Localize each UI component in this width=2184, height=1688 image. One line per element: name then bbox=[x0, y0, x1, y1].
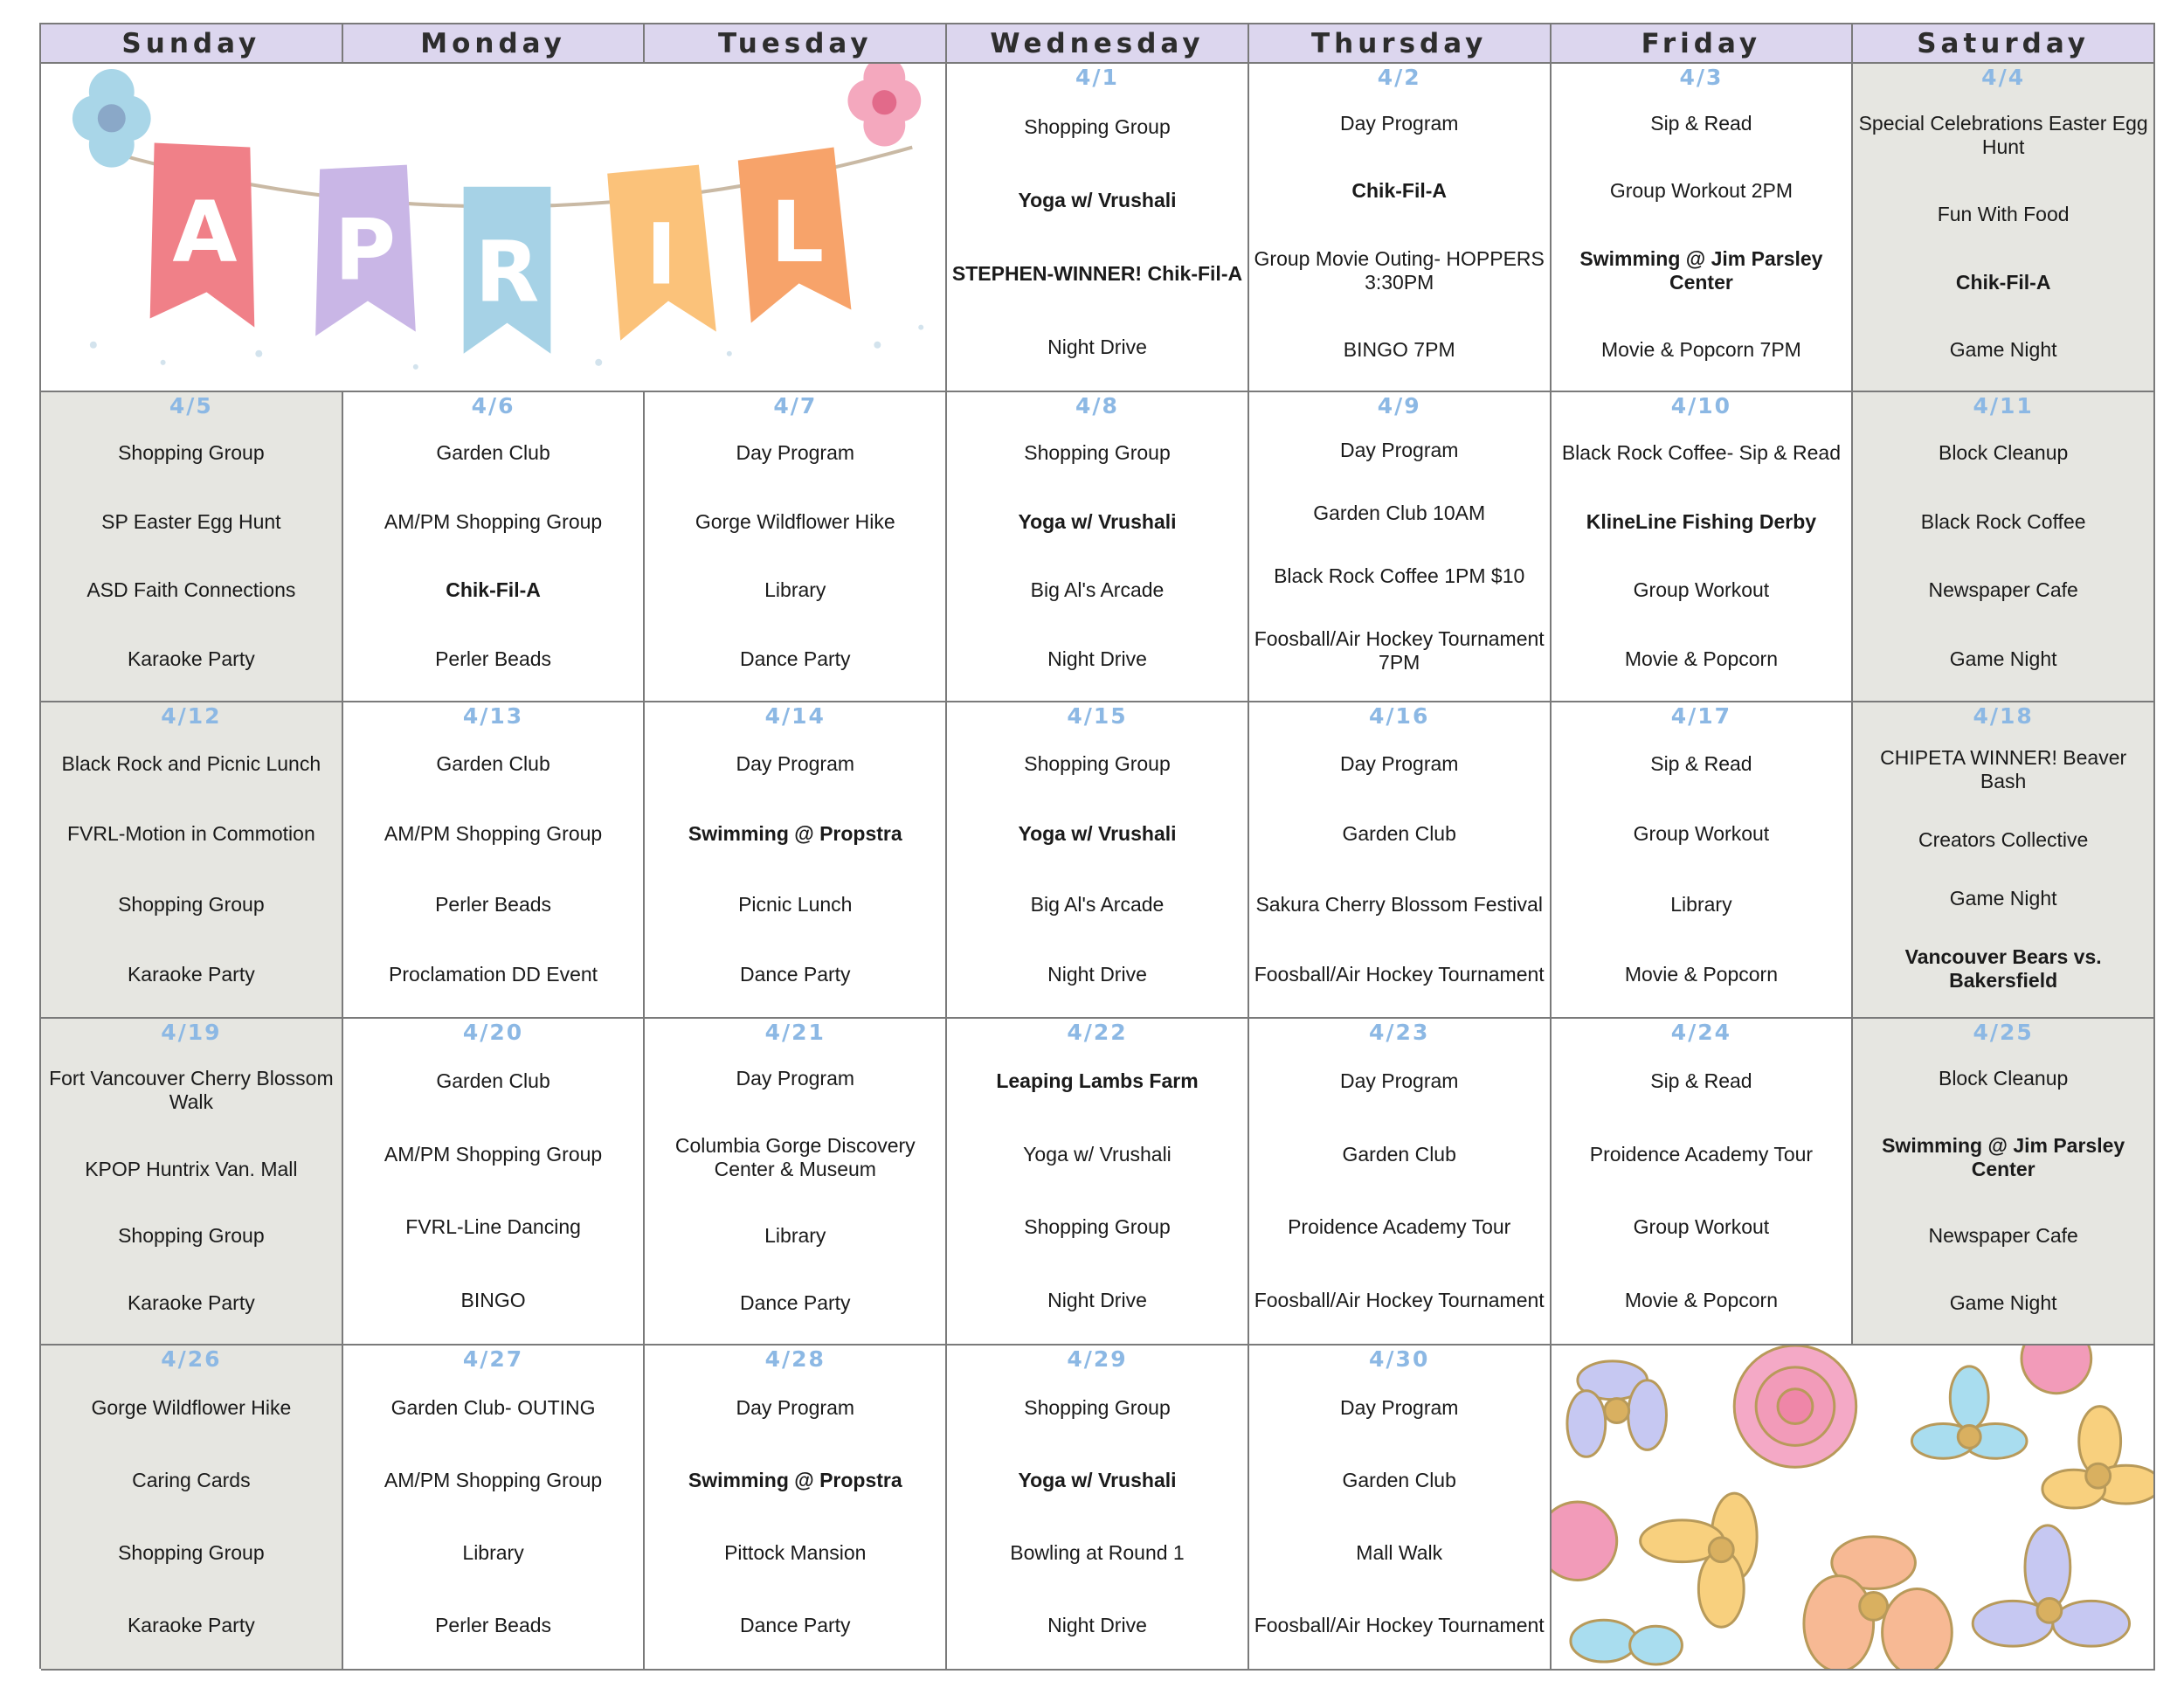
event-item: Garden Club bbox=[436, 1069, 550, 1093]
event-list bbox=[45, 419, 338, 694]
day-date: 4/29 bbox=[1067, 1346, 1128, 1372]
event-item: KlineLine Fishing Derby bbox=[1586, 509, 1817, 533]
day-date: 4/15 bbox=[1067, 703, 1128, 729]
event-item: Perler Beads bbox=[435, 647, 552, 671]
event-item: Movie & Popcorn bbox=[1624, 963, 1778, 986]
event-item: Shopping Group bbox=[1024, 1396, 1171, 1419]
event-item: Day Program bbox=[736, 751, 855, 775]
day-cell-4-29 bbox=[947, 1346, 1249, 1671]
day-cell-4-9 bbox=[1249, 392, 1552, 702]
flower-yellow-middle-icon bbox=[1640, 1493, 1757, 1627]
event-item: Foosball/Air Hockey Tournament 7PM bbox=[1254, 626, 1545, 674]
event-item: Day Program bbox=[1339, 112, 1459, 135]
day-date: 4/19 bbox=[161, 1020, 222, 1045]
flowers-illustration bbox=[1552, 1346, 2153, 1669]
day-date: 4/7 bbox=[773, 393, 818, 419]
event-item: Group Workout bbox=[1633, 822, 1770, 846]
event-item: Creators Collective bbox=[1918, 828, 2089, 851]
event-item: AM/PM Shopping Group bbox=[384, 509, 603, 533]
banner-illustration bbox=[41, 64, 945, 391]
day-cell-4-13 bbox=[343, 702, 646, 1019]
event-list bbox=[1253, 729, 1546, 1010]
day-cell-4-2 bbox=[1249, 64, 1552, 392]
day-cell-4-7 bbox=[645, 392, 947, 702]
event-item: Night Drive bbox=[1047, 1288, 1147, 1311]
day-date: 4/30 bbox=[1369, 1346, 1430, 1372]
event-item: Perler Beads bbox=[435, 892, 552, 916]
day-cell-4-30 bbox=[1249, 1346, 1552, 1671]
event-list bbox=[1856, 729, 2150, 1010]
day-cell-4-12 bbox=[41, 702, 343, 1019]
event-item: SP Easter Egg Hunt bbox=[101, 509, 281, 533]
day-date: 4/10 bbox=[1670, 393, 1732, 419]
event-item: Bowling at Round 1 bbox=[1010, 1541, 1185, 1564]
event-list bbox=[1555, 729, 1849, 1010]
event-item: Night Drive bbox=[1047, 1614, 1147, 1636]
event-item: Swimming @ Jim Parsley Center bbox=[1882, 1133, 2125, 1180]
event-item: Foosball/Air Hockey Tournament bbox=[1254, 1614, 1545, 1636]
event-item: Day Program bbox=[1339, 438, 1459, 461]
day-date: 4/4 bbox=[1981, 65, 2026, 90]
event-list bbox=[347, 419, 640, 694]
event-item: Big Al's Arcade bbox=[1030, 892, 1165, 916]
event-item: Karaoke Party bbox=[127, 1614, 255, 1636]
event-item: Day Program bbox=[736, 1396, 855, 1419]
event-list bbox=[950, 729, 1244, 1010]
event-item: Swimming @ Propstra bbox=[688, 822, 902, 846]
day-date: 4/11 bbox=[1973, 393, 2034, 419]
day-cell-4-6 bbox=[343, 392, 646, 702]
day-date: 4/17 bbox=[1670, 703, 1732, 729]
day-date: 4/1 bbox=[1075, 65, 1119, 90]
event-list bbox=[1856, 1045, 2150, 1337]
day-cell-4-4 bbox=[1853, 64, 2155, 392]
event-list bbox=[1555, 90, 1849, 384]
event-item: Black Rock Coffee bbox=[1920, 509, 2086, 533]
event-item: Fort Vancouver Cherry Blossom Walk bbox=[49, 1066, 334, 1113]
day-cell-4-24 bbox=[1552, 1019, 1854, 1346]
event-item: Black Rock Coffee- Sip & Read bbox=[1561, 440, 1841, 464]
day-date: 4/13 bbox=[462, 703, 524, 729]
event-item: STEPHEN-WINNER! Chik-Fil-A bbox=[951, 261, 1243, 285]
event-item: Fun With Food bbox=[1937, 203, 2070, 226]
event-item: Movie & Popcorn bbox=[1624, 1288, 1778, 1311]
event-item: Yoga w/ Vrushali bbox=[1023, 1142, 1171, 1166]
banner-letter-l: L bbox=[771, 183, 825, 282]
event-item: AM/PM Shopping Group bbox=[384, 1469, 603, 1491]
event-item: Karaoke Party bbox=[127, 963, 255, 986]
event-item: Newspaper Cafe bbox=[1928, 1224, 2078, 1248]
event-list bbox=[1253, 1372, 1546, 1662]
flower-right-icon bbox=[847, 64, 921, 147]
day-date: 4/23 bbox=[1369, 1020, 1430, 1045]
day-cell-4-10 bbox=[1552, 392, 1854, 702]
event-item: KPOP Huntrix Van. Mall bbox=[85, 1157, 298, 1180]
event-item: Day Program bbox=[1339, 1069, 1459, 1093]
header-tuesday: Tuesday bbox=[645, 24, 947, 64]
event-item: Vancouver Bears vs. Bakersfield bbox=[1904, 945, 2102, 992]
event-list bbox=[347, 729, 640, 1010]
event-list bbox=[45, 1045, 338, 1337]
event-item: Game Night bbox=[1949, 1291, 2057, 1315]
day-cell-4-16 bbox=[1249, 702, 1552, 1019]
header-monday: Monday bbox=[343, 24, 646, 64]
event-item: Game Night bbox=[1949, 887, 2057, 910]
event-item: Movie & Popcorn 7PM bbox=[1601, 337, 1801, 361]
event-list bbox=[45, 729, 338, 1010]
day-cell-4-25 bbox=[1853, 1019, 2155, 1346]
header-saturday: Saturday bbox=[1853, 24, 2155, 64]
flower-purple-icon bbox=[1566, 1361, 1666, 1456]
event-item: Dance Party bbox=[740, 963, 851, 986]
day-date: 4/3 bbox=[1679, 65, 1724, 90]
event-item: Newspaper Cafe bbox=[1928, 578, 2078, 602]
event-item: Proidence Academy Tour bbox=[1589, 1142, 1814, 1166]
event-item: Day Program bbox=[736, 1066, 855, 1090]
day-date: 4/28 bbox=[764, 1346, 826, 1372]
event-item: Leaping Lambs Farm bbox=[996, 1069, 1199, 1093]
event-item: Library bbox=[764, 1224, 826, 1248]
header-thursday: Thursday bbox=[1249, 24, 1552, 64]
day-cell-4-14 bbox=[645, 702, 947, 1019]
event-item: Karaoke Party bbox=[127, 647, 255, 671]
event-list bbox=[950, 1372, 1244, 1662]
flower-lavender-icon bbox=[1973, 1525, 2129, 1646]
event-item: Library bbox=[1670, 892, 1732, 916]
event-item: Black Rock and Picnic Lunch bbox=[61, 751, 321, 775]
event-item: Picnic Lunch bbox=[738, 892, 853, 916]
event-item: ASD Faith Connections bbox=[86, 578, 296, 602]
day-cell-4-27 bbox=[343, 1346, 646, 1671]
event-item: Yoga w/ Vrushali bbox=[1018, 509, 1177, 533]
header-friday: Friday bbox=[1552, 24, 1854, 64]
flowers-decoration-image bbox=[1552, 1346, 2155, 1671]
event-list bbox=[950, 90, 1244, 384]
april-calendar-grid bbox=[39, 23, 2155, 1669]
event-item: Foosball/Air Hockey Tournament bbox=[1254, 1288, 1545, 1311]
flower-left-icon bbox=[73, 69, 151, 168]
event-item: Dance Party bbox=[740, 1291, 851, 1315]
banner-letter-i: I bbox=[646, 204, 677, 304]
event-item: Shopping Group bbox=[1024, 114, 1171, 138]
event-item: Caring Cards bbox=[132, 1469, 251, 1491]
event-item: Yoga w/ Vrushali bbox=[1018, 822, 1177, 846]
event-item: Columbia Gorge Discovery Center & Museum bbox=[674, 1133, 916, 1180]
day-cell-4-17 bbox=[1552, 702, 1854, 1019]
day-cell-4-19 bbox=[41, 1019, 343, 1346]
day-date: 4/20 bbox=[462, 1020, 524, 1045]
event-item: Sakura Cherry Blossom Festival bbox=[1255, 892, 1543, 916]
event-list bbox=[950, 1045, 1244, 1337]
day-cell-4-15 bbox=[947, 702, 1249, 1019]
event-item: Garden Club 10AM bbox=[1313, 501, 1486, 524]
day-date: 4/16 bbox=[1369, 703, 1430, 729]
flower-pink-rose-icon bbox=[1734, 1346, 1856, 1467]
event-item: Pittock Mansion bbox=[724, 1541, 867, 1564]
day-cell-4-28 bbox=[645, 1346, 947, 1671]
event-list bbox=[1856, 90, 2150, 384]
event-item: Swimming @ Jim Parsley Center bbox=[1579, 246, 1823, 294]
event-item: Chik-Fil-A bbox=[446, 578, 541, 602]
event-list bbox=[950, 419, 1244, 694]
event-list bbox=[648, 1372, 942, 1662]
event-item: Sip & Read bbox=[1650, 751, 1752, 775]
banner-letter-p: P bbox=[334, 200, 397, 300]
event-list bbox=[1856, 419, 2150, 694]
event-item: Sip & Read bbox=[1650, 1069, 1752, 1093]
day-date: 4/9 bbox=[1377, 393, 1421, 419]
day-date: 4/2 bbox=[1377, 65, 1421, 90]
day-cell-4-23 bbox=[1249, 1019, 1552, 1346]
event-item: Movie & Popcorn bbox=[1624, 647, 1778, 671]
day-cell-4-5 bbox=[41, 392, 343, 702]
event-item: Garden Club bbox=[1342, 1469, 1456, 1491]
day-date: 4/18 bbox=[1973, 703, 2034, 729]
event-item: Shopping Group bbox=[118, 440, 265, 464]
event-item: Yoga w/ Vrushali bbox=[1018, 1469, 1177, 1491]
day-date: 4/14 bbox=[764, 703, 826, 729]
header-sunday: Sunday bbox=[41, 24, 343, 64]
event-list bbox=[648, 419, 942, 694]
event-item: AM/PM Shopping Group bbox=[384, 1142, 603, 1166]
flower-yellow-icon bbox=[2042, 1407, 2153, 1508]
event-item: BINGO bbox=[460, 1288, 526, 1311]
event-item: Sip & Read bbox=[1650, 112, 1752, 135]
day-date: 4/8 bbox=[1075, 393, 1119, 419]
event-item: Gorge Wildflower Hike bbox=[91, 1396, 292, 1419]
event-list bbox=[1555, 1045, 1849, 1337]
event-item: Proidence Academy Tour bbox=[1288, 1215, 1511, 1239]
day-date: 4/24 bbox=[1670, 1020, 1732, 1045]
event-item: Garden Club bbox=[1342, 1142, 1456, 1166]
day-cell-4-26 bbox=[41, 1346, 343, 1671]
day-cell-4-20 bbox=[343, 1019, 646, 1346]
event-item: Night Drive bbox=[1047, 335, 1147, 358]
day-date: 4/12 bbox=[161, 703, 222, 729]
day-date: 4/6 bbox=[471, 393, 515, 419]
event-item: Shopping Group bbox=[118, 892, 265, 916]
day-cell-4-22 bbox=[947, 1019, 1249, 1346]
banner-letter-r: R bbox=[474, 223, 540, 322]
event-item: Game Night bbox=[1949, 337, 2057, 361]
event-item: Garden Club bbox=[436, 440, 550, 464]
event-item: Black Rock Coffee 1PM $10 bbox=[1274, 564, 1525, 587]
event-item: Dance Party bbox=[740, 647, 851, 671]
event-item: Karaoke Party bbox=[127, 1291, 255, 1315]
day-date: 4/21 bbox=[764, 1020, 826, 1045]
banner-letter-a: A bbox=[172, 183, 238, 282]
day-cell-4-21 bbox=[645, 1019, 947, 1346]
event-item: Night Drive bbox=[1047, 963, 1147, 986]
event-item: Garden Club- OUTING bbox=[390, 1396, 596, 1419]
event-item: Perler Beads bbox=[435, 1614, 552, 1636]
event-item: Swimming @ Propstra bbox=[688, 1469, 902, 1491]
event-item: BINGO 7PM bbox=[1343, 337, 1455, 361]
event-item: Group Movie Outing- HOPPERS 3:30PM bbox=[1254, 246, 1545, 294]
event-item: FVRL-Motion in Commotion bbox=[66, 822, 315, 846]
day-date: 4/25 bbox=[1973, 1020, 2034, 1045]
event-item: Day Program bbox=[1339, 1396, 1459, 1419]
day-cell-4-18 bbox=[1853, 702, 2155, 1019]
event-item: Dance Party bbox=[740, 1614, 851, 1636]
event-item: Group Workout bbox=[1633, 578, 1770, 602]
event-item: CHIPETA WINNER! Beaver Bash bbox=[1880, 746, 2127, 792]
event-list bbox=[1253, 419, 1546, 694]
event-item: Shopping Group bbox=[1024, 751, 1171, 775]
event-list bbox=[1555, 419, 1849, 694]
event-list bbox=[347, 1045, 640, 1337]
event-item: Gorge Wildflower Hike bbox=[695, 509, 895, 533]
event-list bbox=[347, 1372, 640, 1662]
event-item: Shopping Group bbox=[1024, 1215, 1171, 1239]
april-banner-image bbox=[41, 64, 947, 392]
event-item: Night Drive bbox=[1047, 647, 1147, 671]
day-cell-4-3 bbox=[1552, 64, 1854, 392]
event-item: Library bbox=[764, 578, 826, 602]
event-item: Block Cleanup bbox=[1938, 440, 2069, 464]
day-date: 4/27 bbox=[462, 1346, 524, 1372]
event-item: Big Al's Arcade bbox=[1030, 578, 1165, 602]
event-list bbox=[648, 729, 942, 1010]
day-date: 4/22 bbox=[1067, 1020, 1128, 1045]
day-cell-4-1 bbox=[947, 64, 1249, 392]
event-item: Chik-Fil-A bbox=[1955, 270, 2051, 294]
flower-blue-bottom-icon bbox=[1570, 1620, 1682, 1664]
event-list bbox=[45, 1372, 338, 1662]
event-list bbox=[648, 1045, 942, 1337]
event-list bbox=[1253, 90, 1546, 384]
flower-peach-icon bbox=[1803, 1537, 1951, 1669]
flower-blue-icon bbox=[1911, 1366, 2027, 1458]
day-cell-4-11 bbox=[1853, 392, 2155, 702]
event-item: Chik-Fil-A bbox=[1351, 179, 1447, 203]
header-wednesday: Wednesday bbox=[947, 24, 1249, 64]
event-list bbox=[1253, 1045, 1546, 1337]
event-item: Library bbox=[462, 1541, 524, 1564]
event-item: Yoga w/ Vrushali bbox=[1018, 188, 1177, 211]
event-item: Group Workout 2PM bbox=[1609, 179, 1794, 203]
event-item: Proclamation DD Event bbox=[389, 963, 598, 986]
event-item: FVRL-Line Dancing bbox=[405, 1215, 581, 1239]
event-item: Shopping Group bbox=[118, 1541, 265, 1564]
event-item: Game Night bbox=[1949, 647, 2057, 671]
day-date: 4/26 bbox=[161, 1346, 222, 1372]
event-item: Day Program bbox=[1339, 751, 1459, 775]
event-item: Garden Club bbox=[436, 751, 550, 775]
event-item: Mall Walk bbox=[1356, 1541, 1443, 1564]
event-item: Block Cleanup bbox=[1938, 1066, 2069, 1090]
event-item: Day Program bbox=[736, 440, 855, 464]
event-item: Group Workout bbox=[1633, 1215, 1770, 1239]
event-item: Shopping Group bbox=[1024, 440, 1171, 464]
event-item: Foosball/Air Hockey Tournament bbox=[1254, 963, 1545, 986]
event-item: Special Celebrations Easter Egg Hunt bbox=[1858, 112, 2148, 159]
event-item: Shopping Group bbox=[118, 1224, 265, 1248]
day-date: 4/5 bbox=[169, 393, 213, 419]
event-item: Garden Club bbox=[1342, 822, 1456, 846]
event-item: AM/PM Shopping Group bbox=[384, 822, 603, 846]
day-cell-4-8 bbox=[947, 392, 1249, 702]
